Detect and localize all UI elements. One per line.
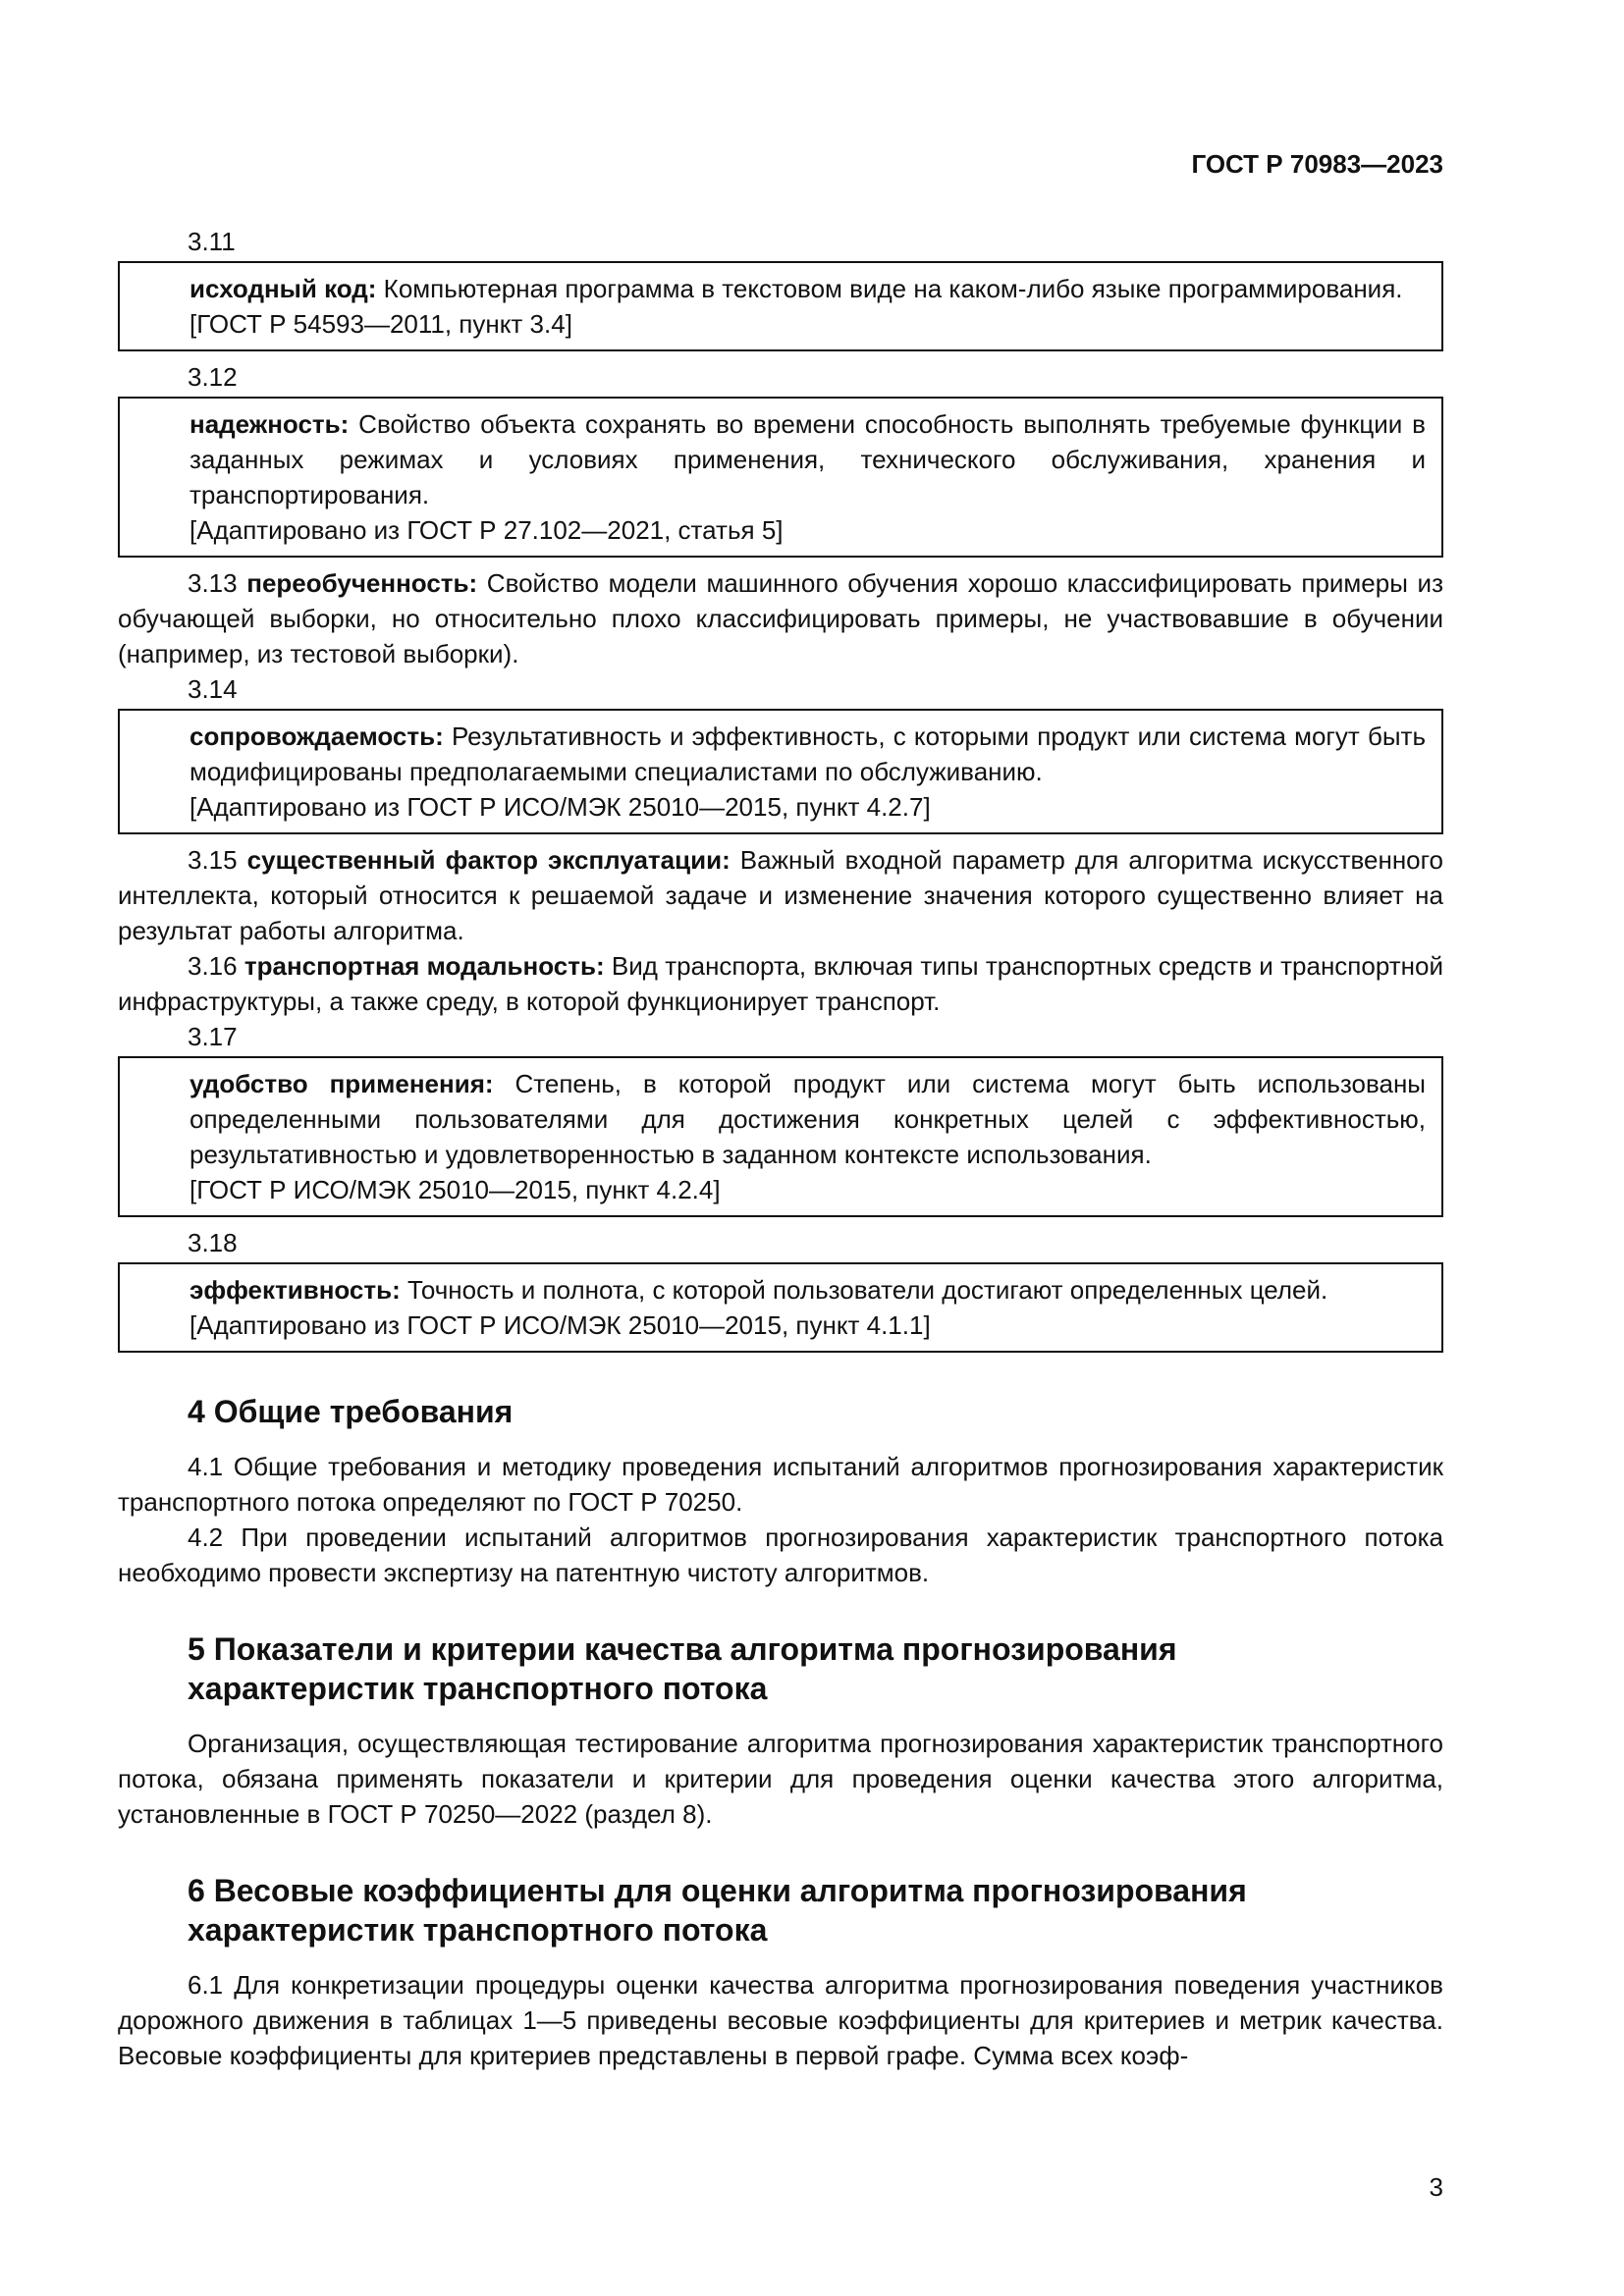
section-4-paragraph-1: 4.1 Общие требования и методику проведения испытаний алгоритмов прогнозирования характеристик транспортного потока определяют по ГОСТ Р 70250. [118, 1452, 1443, 1517]
term-name: исходный код: [189, 274, 377, 303]
term-source: [Адаптировано из ГОСТ Р ИСО/МЭК 25010—2015, пункт 4.2.7] [189, 792, 931, 822]
term-source: [Адаптировано из ГОСТ Р 27.102—2021, статья 5] [189, 515, 784, 545]
term-text: Результативность и эффективность, с которыми продукт или система могут быть модифицированы предполагаемыми специалистами по обслуживанию. [189, 721, 1426, 786]
section-5-heading-line-1: 5 Показатели и критерии качества алгоритма прогнозирования [188, 1631, 1177, 1667]
term-definition [189, 1272, 1426, 1308]
term-text: Вид транспорта, включая типы транспортных средств и транспортной инфраструктуры, а также среду, в которой функционирует транспорт. [118, 951, 1443, 1016]
term-name: существенный фактор эксплуатации: [246, 845, 731, 875]
section-4-heading: 4 Общие требования [188, 1394, 514, 1429]
term-name: переобученность: [246, 568, 478, 598]
term-text: Степень, в которой продукт или система могут быть использованы определенными пользователями для достижения конкретных целей с эффективностью, результативностью и удовлетворенностью в заданном контексте использования. [189, 1069, 1426, 1169]
section-5-heading [188, 1629, 1443, 1708]
term-text: Свойство модели машинного обучения хорошо классифицировать примеры из обучающей выборки, но относительно плохо классифицировать примеры, не участвовавшие в обучении (например, из тестовой выборки). [118, 568, 1444, 668]
section-5-paragraph-1: Организация, осуществляющая тестирование алгоритма прогнозирования характеристик транспортного потока, обязана применять показатели и критерии для проведения оценки качества этого алгоритма, установленные в ГОСТ Р 70250—2022 (раздел 8). [118, 1729, 1443, 1829]
term-paragraph-3-13 [118, 565, 1443, 671]
term-number-3-11: 3.11 [188, 227, 236, 256]
term-box-3-14 [118, 709, 1443, 834]
term-name: сопровождаемость: [189, 721, 444, 751]
term-definition [189, 271, 1426, 306]
term-source: [ГОСТ Р 54593—2011, пункт 3.4] [189, 309, 572, 339]
term-box-3-12 [118, 397, 1443, 558]
term-text: Точность и полнота, с которой пользователи достигают определенных целей. [400, 1275, 1328, 1305]
term-name: транспортная модальность: [244, 951, 605, 981]
section-6-paragraph-1: 6.1 Для конкретизации процедуры оценки качества алгоритма прогнозирования поведения участников дорожного движения в таблицах 1—5 приведены весовые коэффициенты для критериев и метрик качества. Весовые коэффициенты для критериев представлены в первой графе. Сумма всех коэф- [118, 1970, 1443, 2070]
term-definition [189, 406, 1426, 512]
term-source: [ГОСТ Р ИСО/МЭК 25010—2015, пункт 4.2.4] [189, 1175, 721, 1204]
term-number-3-12: 3.12 [188, 362, 238, 392]
term-number-3-14: 3.14 [188, 674, 238, 704]
document-id-header: ГОСТ Р 70983—2023 [1191, 149, 1443, 179]
page-content [118, 224, 1443, 2073]
term-text: Свойство объекта сохранять во времени способность выполнять требуемые функции в заданных режимах и условиях применения, технического обслуживания, хранения и транспортирования. [189, 409, 1426, 509]
section-6-heading-line-1: 6 Весовые коэффициенты для оценки алгоритма прогнозирования [188, 1873, 1247, 1908]
term-definition [189, 719, 1426, 789]
term-number: 3.13 [188, 568, 247, 598]
term-number: 3.16 [188, 951, 244, 981]
term-source: [Адаптировано из ГОСТ Р ИСО/МЭК 25010—2015, пункт 4.1.1] [189, 1310, 931, 1340]
section-6-heading-line-2: характеристик транспортного потока [188, 1912, 768, 1948]
term-box-3-11 [118, 261, 1443, 351]
term-name: эффективность: [189, 1275, 401, 1305]
term-box-3-18 [118, 1262, 1443, 1353]
term-number: 3.15 [188, 845, 247, 875]
term-paragraph-3-16 [118, 948, 1443, 1019]
term-text: Важный входной параметр для алгоритма искусственного интеллекта, который относится к решаемой задаче и изменение значения которого существенно влияет на результат работы алгоритма. [118, 845, 1444, 945]
term-number-3-18: 3.18 [188, 1228, 238, 1257]
section-6-heading [188, 1871, 1443, 1949]
term-name: надежность: [189, 409, 350, 439]
term-paragraph-3-15 [118, 842, 1443, 948]
term-box-3-17 [118, 1056, 1443, 1217]
section-4-paragraph-2: 4.2 При проведении испытаний алгоритмов прогнозирования характеристик транспортного потока необходимо провести экспертизу на патентную чистоту алгоритмов. [118, 1522, 1443, 1587]
term-text: Компьютерная программа в текстовом виде на каком-либо языке программирования. [376, 274, 1403, 303]
page-number: 3 [1429, 2172, 1443, 2202]
term-name: удобство применения: [189, 1069, 494, 1098]
section-5-heading-line-2: характеристик транспортного потока [188, 1671, 768, 1706]
term-definition [189, 1066, 1426, 1172]
term-number-3-17: 3.17 [188, 1022, 238, 1051]
